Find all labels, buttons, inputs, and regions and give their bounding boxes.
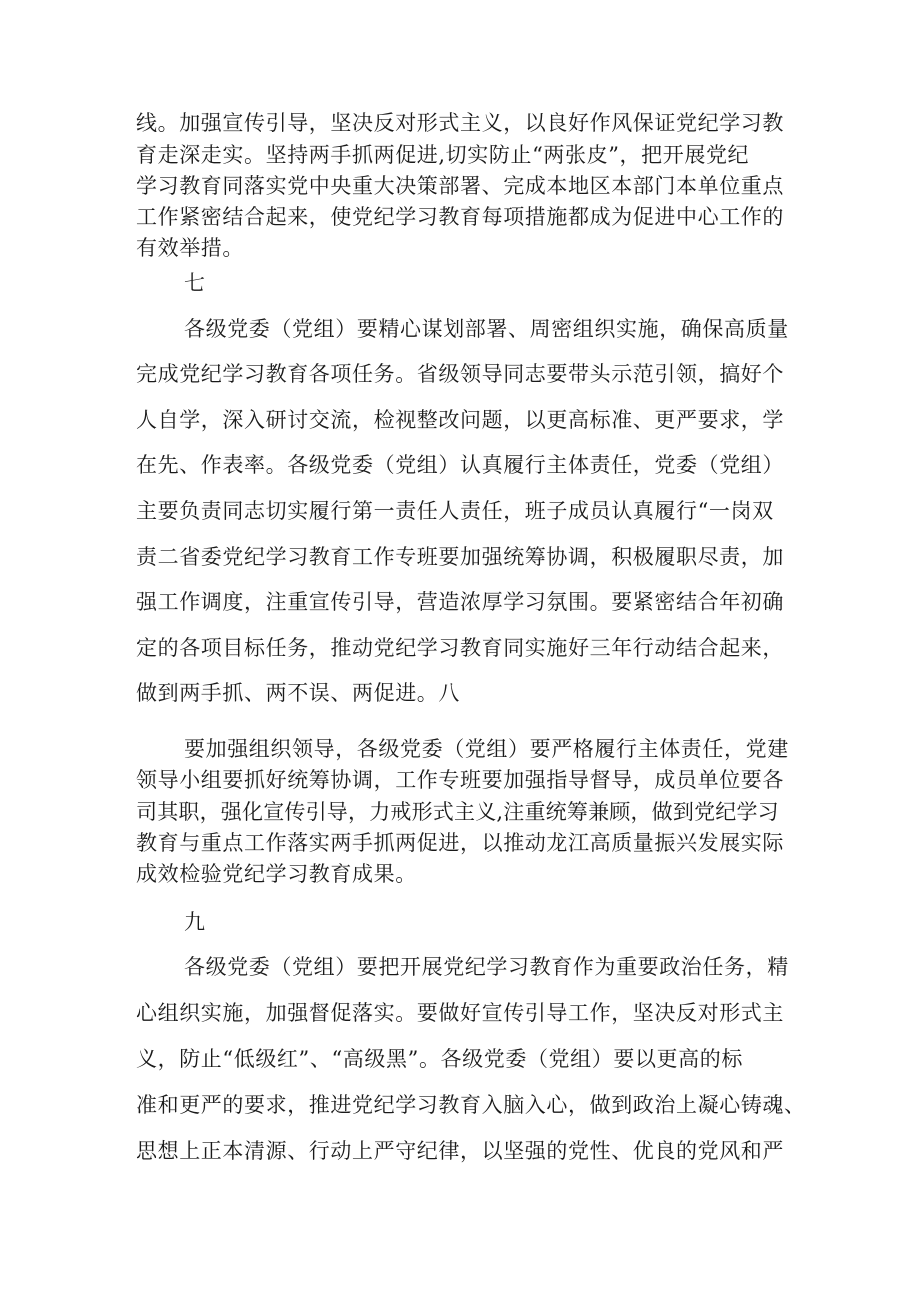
paragraph-line: 工作紧密结合起来，使党纪学习教育每项措施都成为促进中心工作的 <box>136 205 784 229</box>
paragraph-line: 有效举措。 <box>136 236 244 260</box>
paragraph-line: 义，防止“低级红”、“高级黑”。各级党委（党组）要以更高的标 <box>136 1047 743 1071</box>
paragraph-line: 学习教育同落实党中央重大决策部署、完成本地区本部门本单位重点 <box>136 174 784 198</box>
paragraph-line: 成效检验党纪学习教育成果。 <box>136 862 417 886</box>
paragraph-line: 主要负责同志切实履行第一责任人责任，班子成员认真履行“一岗双 <box>136 499 774 523</box>
paragraph-line: 强工作调度，注重宣传引导，营造浓厚学习氛围。要紧密结合年初确 <box>136 590 784 614</box>
paragraph-line: 责二省委党纪学习教育工作专班要加强统筹协调，积极履职尽责，加 <box>136 545 784 569</box>
paragraph-line: 完成党纪学习教育各项任务。省级领导同志要带头示范引领，搞好个 <box>136 362 784 386</box>
paragraph-line: 思想上正本清源、行动上严守纪律，以坚强的党性、优良的党风和严 <box>136 1139 784 1163</box>
paragraph-line: 人自学，深入研讨交流，检视整改问题，以更高标准、更严要求，学 <box>136 408 784 432</box>
paragraph-line: 各级党委（党组）要精心谋划部署、周密组织实施，确保高质量 <box>184 317 789 341</box>
paragraph-line: 在先、作表率。各级党委（党组）认真履行主体责任，党委（党组） <box>136 453 784 477</box>
paragraph-line: 做到两手抓、两不误、两促进。八 <box>136 681 460 705</box>
paragraph-line: 司其职，强化宣传引导，力戒形式主义,注重统筹兼顾，做到党纪学习 <box>136 800 779 824</box>
paragraph-line: 定的各项目标任务，推动党纪学习教育同实施好三年行动结合起来， <box>136 636 784 660</box>
paragraph-line: 领导小组要抓好统筹协调，工作专班要加强指导督导，成员单位要各 <box>136 768 784 792</box>
paragraph-line: 心组织实施，加强督促落实。要做好宣传引导工作，坚决反对形式主 <box>136 1001 784 1025</box>
paragraph-line: 育走深走实。坚持两手抓两促进,切实防止“两张皮”，把开展党纪 <box>136 143 750 167</box>
paragraph-line: 教育与重点工作落实两手抓两促进，以推动龙江高质量振兴发展实际 <box>136 831 784 855</box>
section-heading-9: 九 <box>184 910 205 934</box>
paragraph-line: 线。加强宣传引导，坚决反对形式主义，以良好作风保证党纪学习教 <box>136 111 784 135</box>
paragraph-line: 准和更严的要求，推进党纪学习教育入脑入心，做到政治上凝心铸魂、 <box>136 1093 806 1117</box>
paragraph-line: 各级党委（党组）要把开展党纪学习教育作为重要政治任务，精 <box>184 955 789 979</box>
paragraph-line: 要加强组织领导，各级党委（党组）要严格履行主体责任，党建 <box>184 737 789 761</box>
section-heading-7: 七 <box>184 271 205 295</box>
